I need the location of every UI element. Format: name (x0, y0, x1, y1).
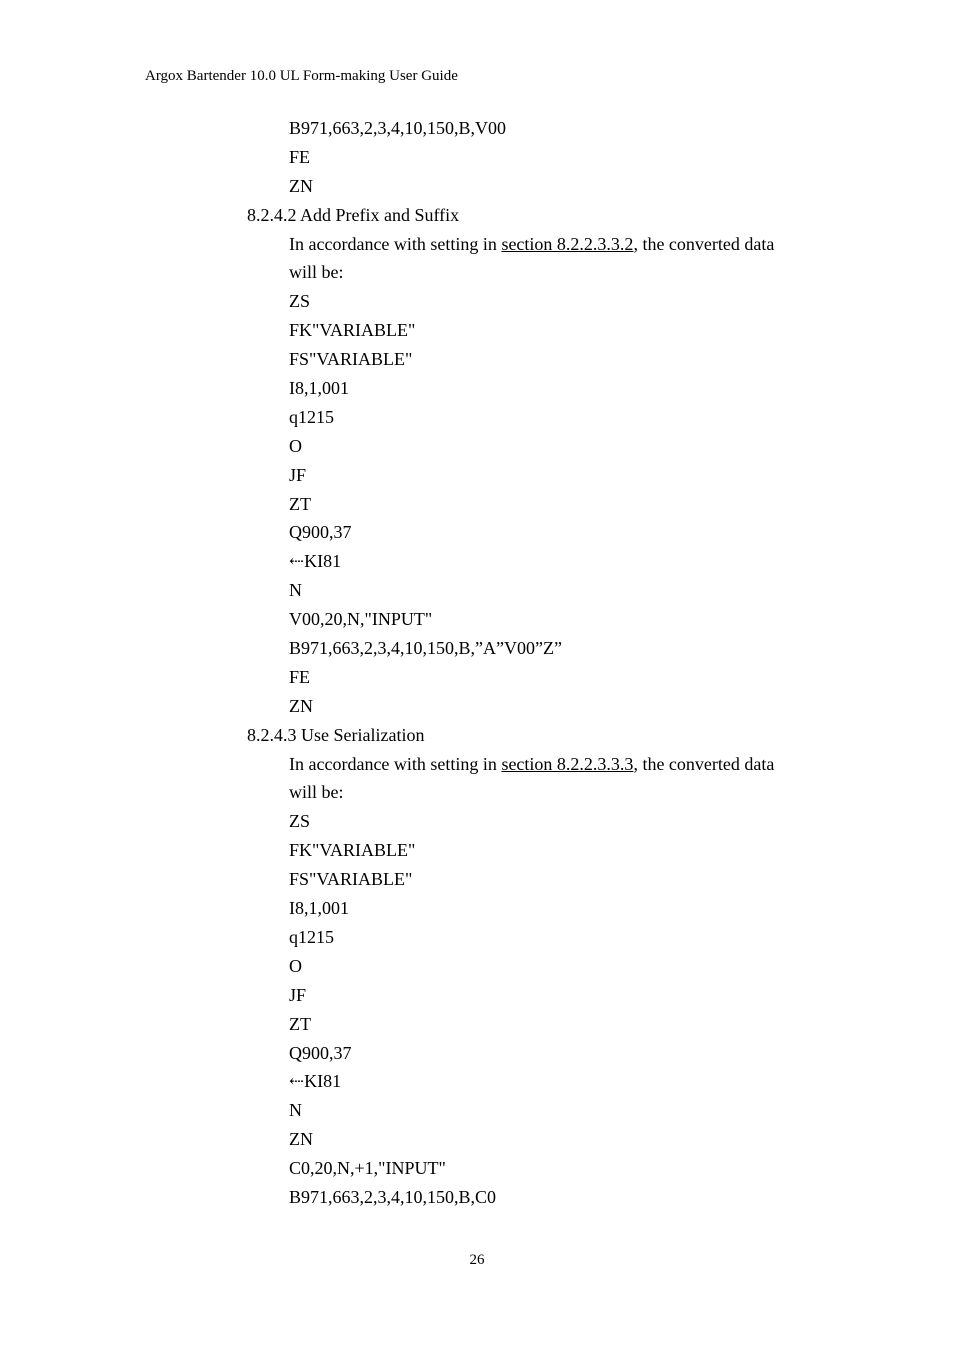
code-line: ZS (289, 291, 311, 312)
page-number: 26 (469, 1252, 485, 1268)
code-line: FE (289, 666, 311, 687)
code-line: I8,1,001 (289, 898, 349, 919)
intro-text: , the converted data (633, 753, 775, 774)
code-line: B971,663,2,3,4,10,150,B,V00 (289, 118, 507, 138)
intro-paragraph-continued: will be: (289, 262, 344, 283)
section-heading-8-2-4-2: 8.2.4.2 Add Prefix and Suffix (247, 204, 460, 225)
intro-paragraph (0, 750, 954, 779)
intro-text: , the converted data (633, 233, 775, 254)
code-line: ZN (289, 695, 313, 716)
code-line: ZT (289, 493, 311, 514)
code-line: Q900,37 (289, 522, 352, 543)
code-line: FS"VARIABLE" (289, 869, 413, 890)
intro-paragraph-continued: will be: (289, 782, 344, 803)
code-line: FS"VARIABLE" (289, 349, 413, 370)
code-line: O (289, 955, 302, 976)
code-line: q1215 (289, 926, 334, 947)
intro-text: In accordance with setting in (289, 233, 502, 254)
code-line: ⇠KI81 (289, 551, 342, 572)
code-line: ⇠KI81 (289, 1071, 342, 1092)
code-line: FK"VARIABLE" (289, 840, 416, 861)
code-line: B971,663,2,3,4,10,150,B,”A”V00”Z” (289, 638, 562, 659)
code-line: q1215 (289, 406, 334, 427)
running-header: Argox Bartender 10.0 UL Form-making User Guide (145, 68, 458, 84)
code-line: N (289, 1100, 302, 1121)
code-line: JF (289, 464, 307, 485)
code-line: ZS (289, 811, 311, 832)
intro-paragraph (0, 230, 954, 259)
code-line: FK"VARIABLE" (289, 320, 416, 341)
code-line: ZN (289, 1129, 313, 1150)
section-heading-8-2-4-3: 8.2.4.3 Use Serialization (247, 724, 425, 745)
intro-text: In accordance with setting in (289, 753, 502, 774)
code-line: N (289, 580, 302, 601)
code-line: ZN (289, 175, 313, 196)
code-line: I8,1,001 (289, 378, 349, 399)
code-line: V00,20,N,"INPUT" (289, 609, 433, 630)
code-line: FE (289, 146, 311, 167)
code-line: C0,20,N,+1,"INPUT" (289, 1158, 446, 1179)
page-content (0, 114, 954, 1212)
code-line: O (289, 435, 302, 456)
section-link[interactable]: section 8.2.2.3.3.2 (501, 233, 634, 254)
code-line: JF (289, 984, 307, 1005)
code-line: ZT (289, 1013, 311, 1034)
code-line: Q900,37 (289, 1042, 352, 1063)
code-line: B971,663,2,3,4,10,150,B,C0 (289, 1186, 497, 1207)
section-link[interactable]: section 8.2.2.3.3.3 (501, 753, 634, 774)
